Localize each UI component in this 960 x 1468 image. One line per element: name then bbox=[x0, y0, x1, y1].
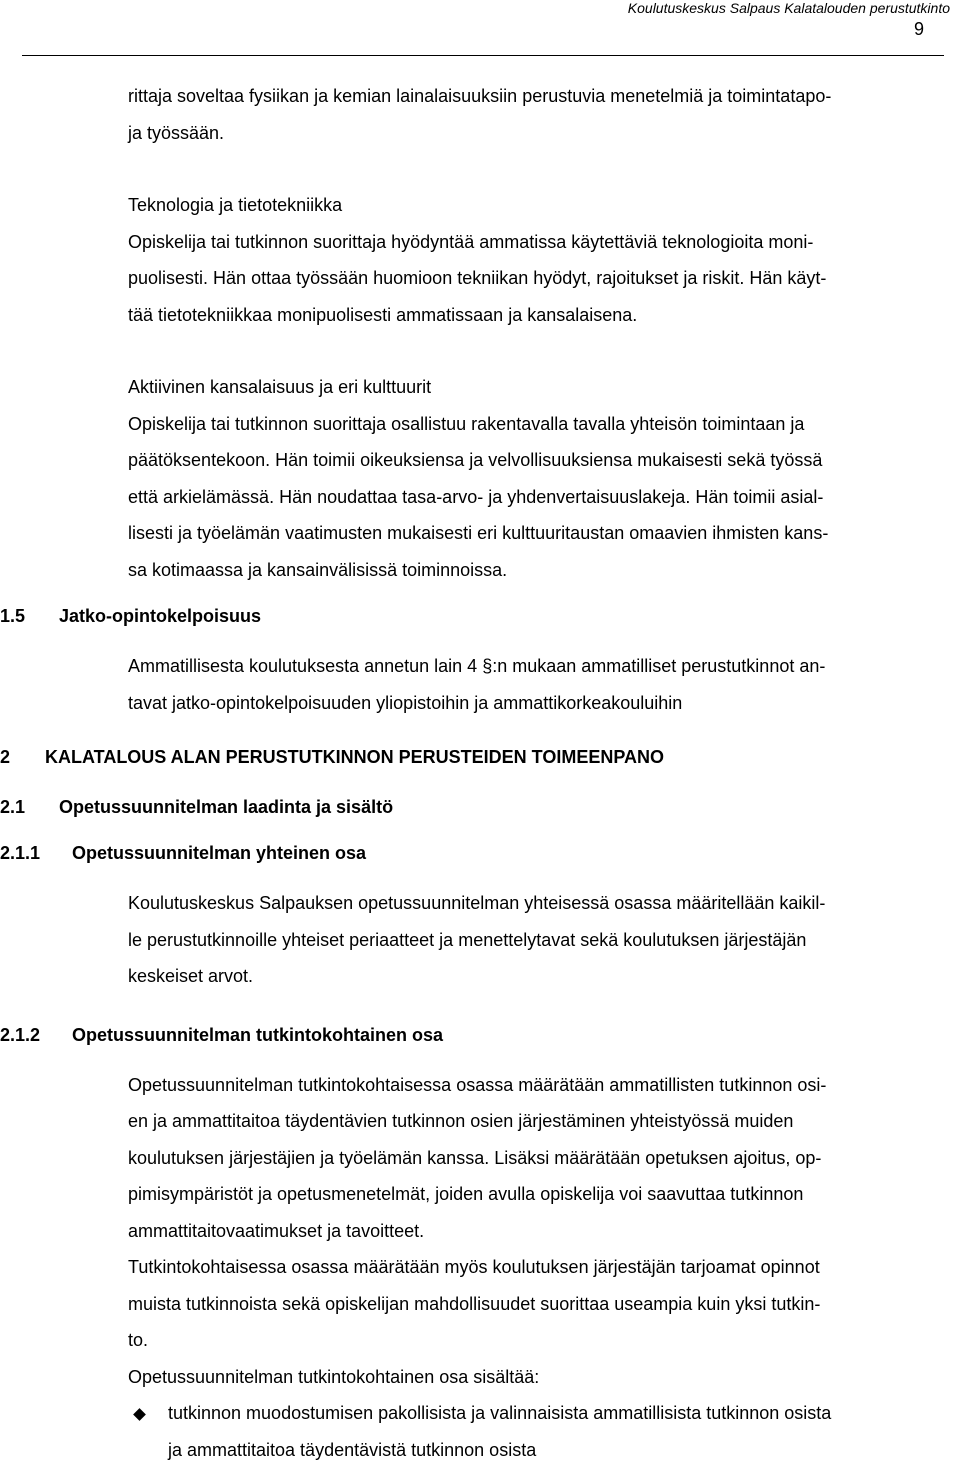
section-title: Opetussuunnitelman tutkintokohtainen osa bbox=[72, 1017, 443, 1053]
text-line: muista tutkinnoista sekä opiskelijan mahdollisuudet suorittaa useampia kuin yksi tutkin- bbox=[128, 1286, 942, 1323]
intro-paragraph bbox=[128, 78, 942, 151]
running-header: Koulutuskeskus Salpaus Kalatalouden perustutkinto bbox=[628, 0, 950, 16]
subsection-title: Aktiivinen kansalaisuus ja eri kulttuurit bbox=[128, 369, 942, 406]
text-line: keskeiset arvot. bbox=[128, 958, 942, 995]
text-line: päätöksentekoon. Hän toimii oikeuksiensa ja velvollisuuksiensa mukaisesti sekä työssä bbox=[128, 442, 942, 479]
section-title: Opetussuunnitelman laadinta ja sisältö bbox=[59, 789, 393, 825]
section-number: 1.5 bbox=[0, 598, 25, 634]
list-item bbox=[128, 1395, 960, 1468]
text-line: Koulutuskeskus Salpauksen opetussuunnitelman yhteisessä osassa määritellään kaikil- bbox=[128, 885, 942, 922]
page-content bbox=[0, 78, 960, 1468]
section-heading-2-1 bbox=[0, 789, 960, 825]
text-line: tutkinnon muodostumisen pakollisista ja valinnaisista ammatillisista tutkinnon osista bbox=[168, 1395, 960, 1432]
section-1-5-paragraph bbox=[128, 648, 942, 721]
text-line: to. bbox=[128, 1322, 942, 1359]
spacer bbox=[0, 775, 960, 789]
text-line: ammattitaitovaatimukset ja tavoitteet. bbox=[128, 1213, 942, 1250]
spacer bbox=[0, 721, 960, 739]
section-number: 2.1.2 bbox=[0, 1017, 40, 1053]
spacer bbox=[0, 1053, 960, 1067]
text-line: ja työssään. bbox=[128, 115, 942, 152]
text-line: tavat jatko-opintokelpoisuuden yliopistoihin ja ammattikorkeakouluihin bbox=[128, 685, 942, 722]
text-line: Opiskelija tai tutkinnon suorittaja osallistuu rakentavalla tavalla yhteisön toimintaan ja bbox=[128, 406, 942, 443]
section-number: 2 bbox=[0, 739, 10, 775]
text-line: pimisympäristöt ja opetusmenetelmät, joiden avulla opiskelija voi saavuttaa tutkinnon bbox=[128, 1176, 942, 1213]
header-rule bbox=[22, 55, 944, 56]
section-heading-2-1-2 bbox=[0, 1017, 960, 1053]
spacer bbox=[0, 151, 960, 187]
text-line: Opetussuunnitelman tutkintokohtaisessa osassa määrätään ammatillisten tutkinnon osi- bbox=[128, 1067, 942, 1104]
section-2-1-2-paragraph bbox=[128, 1067, 942, 1396]
section-title: KALATALOUS ALAN PERUSTUTKINNON PERUSTEIDEN TOIMEENPANO bbox=[45, 739, 664, 775]
spacer bbox=[0, 634, 960, 648]
text-line: puolisesti. Hän ottaa työssään huomioon tekniikan hyödyt, rajoitukset ja riskit. Hän käyt- bbox=[128, 260, 942, 297]
section-title: Opetussuunnitelman yhteinen osa bbox=[72, 835, 366, 871]
section-number: 2.1.1 bbox=[0, 835, 40, 871]
section-heading-2-1-1 bbox=[0, 835, 960, 871]
section-heading-2 bbox=[0, 739, 960, 775]
section-number: 2.1 bbox=[0, 789, 25, 825]
text-line: Opiskelija tai tutkinnon suorittaja hyödyntää ammatissa käytettäviä teknologioita moni- bbox=[128, 224, 942, 261]
text-line: le perustutkinnoille yhteiset periaatteet ja menettelytavat sekä koulutuksen järjestäjän bbox=[128, 922, 942, 959]
text-line: en ja ammattitaitoa täydentävien tutkinnon osien järjestäminen yhteistyössä muiden bbox=[128, 1103, 942, 1140]
citizenship-paragraph bbox=[128, 369, 942, 588]
text-line: ja ammattitaitoa täydentävistä tutkinnon osista bbox=[168, 1432, 960, 1468]
subsection-title: Teknologia ja tietotekniikka bbox=[128, 187, 942, 224]
technology-paragraph bbox=[128, 187, 942, 333]
text-line: että arkielämässä. Hän noudattaa tasa-arvo- ja yhdenvertaisuuslakeja. Hän toimii asial- bbox=[128, 479, 942, 516]
text-line: tää tietotekniikkaa monipuolisesti ammatissaan ja kansalaisena. bbox=[128, 297, 942, 334]
page-number: 9 bbox=[914, 18, 924, 40]
spacer bbox=[0, 995, 960, 1017]
text-line: Tutkintokohtaisessa osassa määrätään myös koulutuksen järjestäjän tarjoamat opinnot bbox=[128, 1249, 942, 1286]
section-2-1-1-paragraph bbox=[128, 885, 942, 995]
spacer bbox=[0, 333, 960, 369]
spacer bbox=[0, 825, 960, 835]
text-line: Opetussuunnitelman tutkintokohtainen osa sisältää: bbox=[128, 1359, 942, 1396]
text-line: lisesti ja työelämän vaatimusten mukaisesti eri kulttuuritaustan omaavien ihmisten kans- bbox=[128, 515, 942, 552]
spacer bbox=[0, 588, 960, 598]
section-title: Jatko-opintokelpoisuus bbox=[59, 598, 261, 634]
text-line: koulutuksen järjestäjien ja työelämän kanssa. Lisäksi määrätään opetuksen ajoitus, op- bbox=[128, 1140, 942, 1177]
text-line: sa kotimaassa ja kansainvälisissä toiminnoissa. bbox=[128, 552, 942, 589]
text-line: rittaja soveltaa fysiikan ja kemian lainalaisuuksiin perustuvia menetelmiä ja toimintatapo- bbox=[128, 78, 942, 115]
text-line: Ammatillisesta koulutuksesta annetun lain 4 §:n mukaan ammatilliset perustutkinnot an- bbox=[128, 648, 942, 685]
spacer bbox=[0, 871, 960, 885]
section-heading-1-5 bbox=[0, 598, 960, 634]
diamond-bullet-icon bbox=[133, 1408, 146, 1421]
